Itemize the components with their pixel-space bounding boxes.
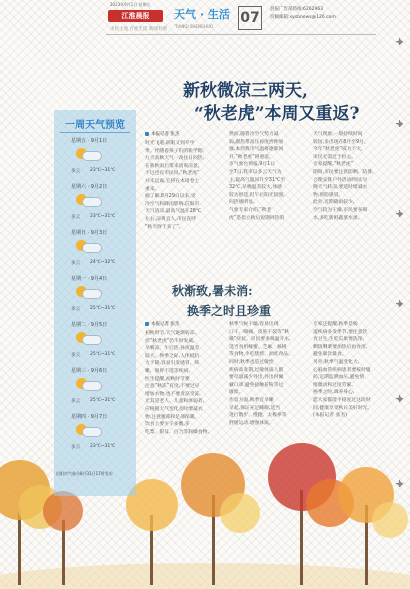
forecast-source: 信阳市气象台8月31日17时发布: [56, 471, 113, 476]
article1-headline-line2: “秋老虎”本周又重返?: [194, 104, 360, 124]
text-line: 气象专家介绍,“秋老: [229, 207, 272, 213]
text-line: 较短,多出现在8月至9月。: [313, 139, 369, 145]
text-line: 九天高秋天气一改往日闷热,: [145, 156, 205, 162]
text-line: 合理安排户外活动时间;早: [313, 177, 368, 183]
text-line: 市民无需过于担心。: [313, 154, 357, 160]
text-line: 在新秋雨后带来清爽凉意。: [145, 163, 203, 169]
byline-marker-icon: [145, 132, 149, 136]
text-line: 绪激动和过度劳累。: [313, 382, 357, 388]
byline-marker-icon: [145, 322, 149, 326]
text-line: 强,本周我市气温将逐渐回: [229, 147, 284, 153]
submission-email: 投稿邮箱:xysbnews@126.com: [270, 15, 336, 20]
partly-cloudy-icon: [76, 422, 106, 440]
forecast-temperature: 25℃~31℃: [90, 398, 116, 403]
text-line: 时光飞逝,转眼又到开学: [145, 141, 195, 146]
text-line: 不过也有市民说,“秋老虎”: [145, 171, 200, 177]
forecast-temperature: 23℃~31℃: [90, 168, 116, 173]
forecast-day: [58, 137, 132, 187]
partly-cloudy-icon: [76, 330, 106, 348]
forecast-date: 星期日 · 9月3日: [71, 230, 108, 236]
text-line: 口干、咽痛、皮肤干裂等“秋: [229, 329, 290, 335]
text-line: 等食物,少吃烧烤、油炸食品。: [229, 352, 293, 358]
text-line: (本报记者 张杰): [313, 413, 348, 419]
article2-headline-line1: 秋渐致,暑未消:: [172, 284, 253, 298]
text-line: 空气较为干燥,市民要多喝: [313, 207, 368, 213]
text-line: 主,最高气温回升至31℃至: [229, 177, 286, 183]
forecast-temperature: 23℃~31℃: [90, 444, 116, 449]
text-line: 进行散步、慢跑、太极拳等: [229, 413, 287, 419]
forecast-weather: 多云: [71, 445, 80, 450]
article2-byline: [145, 321, 179, 327]
forecast-temperature: 23℃~31℃: [90, 214, 116, 219]
text-line: 心脑血管疾病患者要按时服: [313, 367, 371, 373]
masthead-rule: [106, 34, 376, 35]
article2-headline-line2: 换季之时且珍重: [187, 304, 272, 318]
text-line: 要尽量减少外出,外出时佩: [229, 375, 284, 381]
article1-headline-line1: 新秋微凉三两天,: [183, 81, 308, 101]
article1-byline: [145, 131, 179, 137]
weekly-forecast-panel: [54, 110, 136, 496]
forecast-date: 星期一 · 9月4日: [71, 276, 108, 282]
text-line: 专家提醒,“秋老虎”: [313, 162, 354, 168]
text-line: 吃梨、银耳、百合等润燥食物,: [145, 429, 209, 435]
article1-byline-text: 本报记者 张杰: [151, 132, 180, 137]
crop-mark: [396, 210, 403, 217]
page-number: 07: [238, 6, 262, 30]
text-line: 同时,秋季也是过敏性: [229, 359, 274, 365]
text-line: 并未远离,它将在本周卷土: [145, 178, 200, 184]
newspaper-logo: 江淮晨报: [108, 10, 163, 22]
text-line: 初秋时节,天气逐渐转凉,: [145, 331, 197, 336]
text-line: 早起,保证充足睡眠,适当: [229, 405, 281, 411]
crop-mark: [396, 480, 403, 487]
text-line: 食卫生,生吃瓜果要洗净,: [313, 337, 365, 343]
text-line: 32℃,早晚温差较大,体感: [229, 185, 282, 191]
text-line: 市气象台预报,9月1日: [229, 162, 276, 168]
text-line: 物,注意腹部和足部保暖。: [145, 414, 200, 420]
text-line: 愿大家都能平稳度过这段时: [313, 397, 371, 403]
forecast-date: 星期六 · 9月2日: [71, 184, 108, 190]
forecast-title-rule: [60, 132, 130, 133]
masthead: [0, 0, 410, 42]
text-line: 专家还提醒,秋季是肠: [313, 322, 358, 327]
text-line: 天气清凉,最高气温在28℃: [145, 209, 202, 215]
text-line: 水,多吃新鲜蔬菜水果。: [313, 215, 363, 221]
forecast-date: 星期二 · 9月5日: [71, 322, 108, 328]
text-line: 季。伴随着孩子们的新学期,: [145, 148, 205, 154]
partly-cloudy-icon: [76, 146, 106, 164]
forecast-temperature: 25℃~31℃: [90, 352, 116, 357]
text-line: 冷空气和降雨影响,信阳市: [145, 201, 200, 207]
article1-column-1: [145, 140, 225, 231]
text-line: 力下降,容易引发感冒、咳: [145, 361, 200, 367]
section-title-english: TIANQI SHENGHUO: [175, 24, 214, 29]
partly-cloudy-icon: [76, 376, 106, 394]
forecast-title: 一周天气预览: [65, 120, 125, 131]
crop-mark: [396, 120, 403, 127]
text-line: 另外,秋季气温变化大,: [313, 359, 360, 365]
article1-column-2: [229, 131, 309, 222]
article2-column-3: [313, 321, 391, 427]
text-line: 戴口罩,避免接触花粉等过: [229, 382, 284, 388]
text-line: 但“秋老虎”仍不时发威,: [145, 338, 195, 344]
text-line: 换季之时,调养身心,: [313, 390, 355, 396]
text-line: 舒缓运动,增强体质。: [229, 420, 274, 426]
text-line: 注意“秋冻”有度,不要过早: [145, 384, 200, 390]
text-line: 间,健康享受秋日美好时光。: [313, 405, 373, 411]
crop-mark: [396, 395, 403, 402]
text-line: 道疾病多发季节,要注意饮: [313, 329, 368, 335]
article2-column-2: [229, 321, 309, 427]
crop-mark: [396, 38, 403, 45]
text-line: 医生提醒,初秋时节要: [145, 376, 190, 382]
forecast-weather: 多云: [71, 169, 80, 174]
forecast-date: 星期三 · 9月6日: [71, 368, 108, 374]
forecast-weather: 多云: [71, 261, 80, 266]
text-line: 虎”是指立秋后短期回热的: [229, 215, 285, 221]
text-line: 物,预防感冒。: [313, 192, 344, 198]
text-line: 天气现象,一般持续时间: [313, 132, 363, 137]
article2-column-1: [145, 330, 225, 436]
text-line: 升,“秋老虎”将重返。: [229, 154, 274, 160]
forecast-temperature: 25℃~31℃: [90, 306, 116, 311]
article2-byline-text: 本报记者 张杰: [151, 322, 180, 327]
text-line: [313, 420, 391, 428]
text-line: 据了解,8月29日以来,受: [145, 194, 196, 200]
partly-cloudy-icon: [76, 238, 106, 256]
text-line: 早晚凉、午后热,昼夜温差: [145, 346, 200, 352]
text-line: 弱,副热带高压再度西伸加: [229, 139, 284, 145]
text-line: 今年“秋老虎”威力不大,: [313, 147, 363, 153]
text-line: 疾病高发期,过敏体质人群: [229, 367, 284, 373]
ad-hotline: 晨报广告部热线:6262963: [270, 7, 324, 12]
text-line: 增加衣物,也不要贪凉受冻,: [145, 391, 201, 397]
text-line: “秋天终于来了”。: [145, 224, 184, 230]
text-line: 至7日,我市以多云天气为: [229, 169, 282, 175]
forecast-day: [58, 321, 132, 371]
text-line: 重来。: [145, 186, 160, 192]
partly-cloudy-icon: [76, 192, 106, 210]
text-line: 尤其是老人、儿童和体弱者,: [145, 399, 205, 405]
text-line: 较为舒适,但午后阳光较强,: [229, 192, 285, 198]
newspaper-slogan: 市民主流 百姓生活 新闻有情: [110, 27, 167, 32]
forecast-date: 星期四 · 9月7日: [71, 414, 108, 420]
partly-cloudy-icon: [76, 284, 106, 302]
forecast-weather: 多云: [71, 307, 80, 312]
forecast-weather: 多云: [71, 353, 80, 358]
section-title: 天气 · 生活: [174, 8, 230, 21]
text-line: 适当食用蜂蜜、芝麻、核桃: [229, 344, 287, 350]
text-line: 秋季气候干燥,容易出现: [229, 322, 279, 327]
forecast-day: [58, 413, 132, 463]
forecast-temperature: 24℃~32℃: [90, 260, 116, 265]
issue-date: 2023年9月1日 星期五: [110, 2, 151, 7]
forecast-weather: 多云: [71, 399, 80, 404]
text-line: 晚天气转凉,要适时增减衣: [313, 185, 368, 191]
forecast-day: [58, 275, 132, 325]
text-line: 作息方面,秋季宜早睡: [229, 397, 274, 403]
forecast-day: [58, 183, 132, 233]
text-line: 剩饭剩菜要加热后再食用,: [313, 344, 368, 350]
article1-column-3: [313, 131, 391, 222]
text-line: 此外,近期降雨较少,: [313, 200, 355, 206]
text-line: 然而,随着冷空气势力减: [229, 132, 279, 137]
forecast-day: [58, 367, 132, 417]
text-line: 左右,凉爽宜人,市民直呼: [145, 216, 197, 222]
forecast-day: [58, 229, 132, 279]
text-line: 饮食上要少辛多酸,多: [145, 422, 190, 428]
text-line: 敏原。: [229, 390, 244, 396]
text-line: 避免暴饮暴食。: [313, 352, 347, 358]
crop-mark: [396, 300, 403, 307]
text-line: 嗽、肠胃不适等疾病。: [145, 368, 193, 374]
text-line: 药,定期监测血压,避免情: [313, 375, 365, 381]
forecast-date: 星期五 · 9月1日: [71, 138, 108, 144]
text-line: 较大。换季之际,人体抵抗: [145, 353, 200, 359]
text-line: 闷热感明显。: [229, 200, 258, 206]
text-line: 应根据天气变化及时增减衣: [145, 406, 203, 412]
forecast-weather: 多云: [71, 215, 80, 220]
text-line: 燥”症状。市民要多喝温开水,: [229, 337, 291, 343]
text-line: 期间,市民要注意防晒、防暑,: [313, 169, 374, 175]
